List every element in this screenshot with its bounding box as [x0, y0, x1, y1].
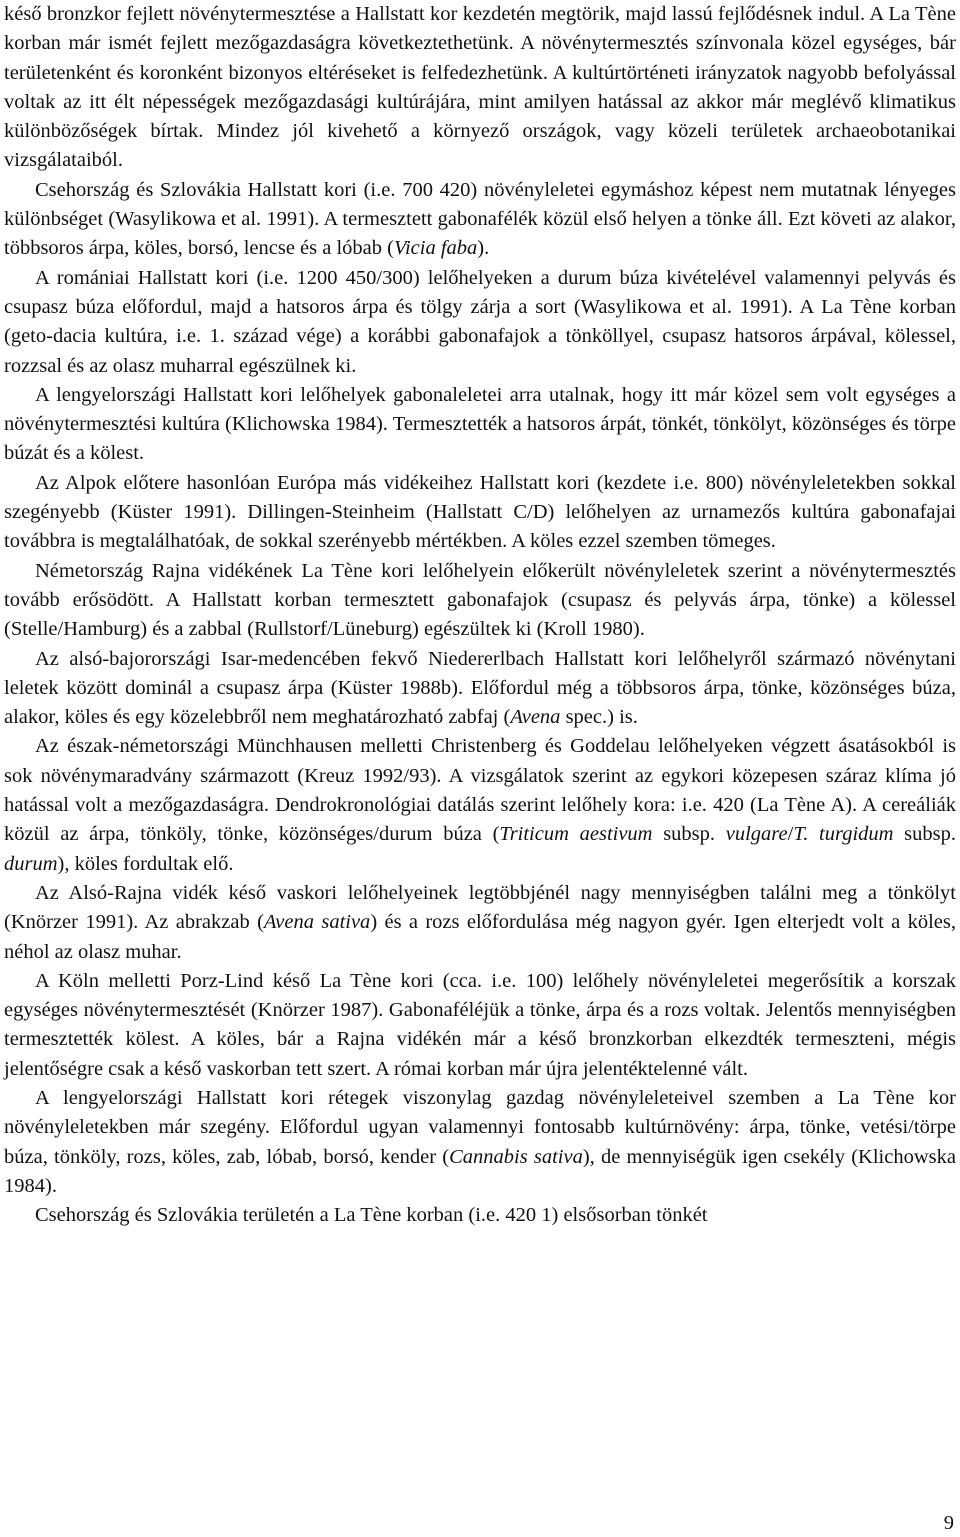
text-run: Németország Rajna vidékének La Tène kori lelőhelyein előkerült növényleletek szerint a növénytermesztés tovább erősödött. A Hallstatt korban termesztett gabonafajok (csupasz és pelyvás árpa, tönke) a kölessel (Stelle/Hamburg) és a zabbal (Rullstorf/Lüneburg) egészültek ki (Kroll 1980). — [4, 559, 956, 641]
italic-term: durum — [4, 852, 58, 875]
text-run: subsp. — [893, 823, 956, 846]
document-page — [4, 0, 956, 1230]
text-run: Az Alsó-Rajna vidék késő vaskori lelőhelyeinek legtöbbjénél nagy mennyiségben találni meg a tönkölyt (Knörzer 1991). Az abrakzab ( — [4, 881, 956, 934]
text-run: ), köles fordultak elő. — [57, 852, 234, 875]
text-run: A lengyelországi Hallstatt kori lelőhelyek gabonaleletei arra utalnak, hogy itt már közel sem volt egységes a növénytermesztési kultúra (Klichowska 1984). Termesztették a hatsoros árpát, tönkét, tönkölyt, közönséges és törpe búzát és a kölest. — [4, 383, 956, 465]
text-run: ). — [477, 237, 490, 260]
paragraph — [4, 967, 956, 1084]
paragraph — [4, 0, 956, 176]
text-run: Az Alpok előtere hasonlóan Európa más vidékeihez Hallstatt kori (kezdete i.e. 800) növényleletekben sokkal szegényebb (Küster 1991). Dillingen-Steinheim (Hallstatt C/D) lelőhelyen az urnamezős kultúra gabonafajai továbbra is megtalálhatóak, de sokkal szerényebb mértékben. A köles ezzel szemben tömeges. — [4, 471, 956, 553]
paragraph — [4, 264, 956, 381]
italic-term: Cannabis sativa — [449, 1145, 583, 1168]
paragraph — [4, 557, 956, 645]
page-number: 9 — [943, 1512, 954, 1534]
text-run: ), de mennyiségük igen csekély (Klichowska 1984). — [4, 1145, 956, 1197]
text-run: A Köln melletti Porz-Lind késő La Tène kori (cca. i.e. 100) lelőhely növényleletei megerősítik a korszak egységes növénytermesztését (Knörzer 1987). Gabonaféléjük a tönke, árpa és a rozs voltak. Jelentős mennyiségben termesztették kölest. A köles, bár a Rajna vidékén már a késő bronzkorban elkezdték termeszteni, mégis jelentőségre csak a késő vaskorban tett szert. A római korban már újra jelentéktelenné vált. — [4, 969, 956, 1080]
text-run: A lengyelországi Hallstatt kori rétegek viszonylag gazdag növényleleteivel szemben a La Tène kor növényleletekben már szegény. Előfordul ugyan valamennyi fontosabb kultúrnövény: árpa, tönke, vetési/törpe búza, tönköly, rozs, köles, zab, lóbab, borsó, kender ( — [4, 1086, 956, 1168]
paragraph — [4, 381, 956, 469]
paragraph — [4, 469, 956, 557]
italic-term: Avena sativa — [263, 911, 371, 934]
text-run: spec.) is. — [560, 706, 638, 729]
text-run: subsp. — [652, 823, 726, 846]
text-run: Az alsó-bajorországi Isar-medencében fekvő Niedererlbach Hallstatt kori lelőhelyről származó növénytani leletek között dominál a csupasz árpa (Küster 1988b). Előfordul még a többsoros árpa, tönke, közönséges búza, alakor, köles és egy közelebbről nem meghatározható zabfaj ( — [4, 647, 956, 729]
paragraph — [4, 1084, 956, 1201]
text-run: ) és a rozs előfordulása még nagyon gyér. Igen elterjedt volt a köles, néhol az olasz muhar. — [4, 911, 956, 963]
text-run: Csehország és Szlovákia területén a La Tène korban (i.e. 420 1) elsősorban tönkét — [35, 1204, 708, 1227]
italic-term: Triticum aestivum — [499, 823, 653, 846]
text-run: késő bronzkor fejlett növénytermesztése a Hallstatt kor kezdetén megtörik, majd lassú fejlődésnek indul. A La Tène korban már ismét fejlett mezőgazdaságra következtethetünk. A növénytermesztés színvonala közel egységes, bár területenként és koronként bizonyos eltéréseket is felfedezhetünk. A kultúrtörténeti irányzatok nagyobb befolyással voltak az itt élt népességek mezőgazdasági kultúrájára, mint amilyen hatással az akkor már meglévő klimatikus különbözőségek bírtak. Mindez jól kivehető a környező országok, vagy közeli területek archaeobotanikai vizsgálataiból. — [4, 3, 956, 172]
text-run: / — [787, 823, 794, 846]
italic-term: Vicia faba — [393, 237, 478, 260]
italic-term: vulgare — [725, 823, 788, 846]
paragraph — [4, 732, 956, 878]
text-run: Csehország és Szlovákia Hallstatt kori (i.e. 700 420) növényleletei egymáshoz képest nem mutatnak lényeges különbséget (Wasylikowa et al. 1991). A termesztett gabonafélék közül első helyen a tönke áll. Ezt követi az alakor, többsoros árpa, köles, borsó, lencse és a lóbab ( — [4, 178, 956, 260]
paragraph — [4, 879, 956, 967]
text-run: A romániai Hallstatt kori (i.e. 1200 450/300) lelőhelyeken a durum búza kivételével valamennyi pelyvás és csupasz búza előfordul, majd a hatsoros árpa és tölgy zárja a sort (Wasylikowa et al. 1991). A La Tène korban (geto-dacia kultúra, i.e. 1. század vége) a korábbi gabonafajok a tönköllyel, csupasz hatsoros árpával, kölessel, rozzsal és az olasz muharral egészülnek ki. — [4, 266, 956, 377]
italic-term: Avena — [510, 706, 561, 729]
paragraph — [4, 1201, 956, 1230]
paragraph — [4, 645, 956, 733]
text-run: Az észak-németországi Münchhausen melletti Christenberg és Goddelau lelőhelyeken végzett ásatásokból is sok növénymaradvány származott (Kreuz 1992/93). A vizsgálatok szerint az egykori közepesen száraz klíma jó hatással volt a mezőgazdaságra. Dendrokronológiai datálás szerint lelőhely kora: i.e. 420 (La Tène A). A cereáliák közül az árpa, tönköly, tönke, közönséges/durum búza ( — [4, 735, 956, 846]
italic-term: T. turgidum — [793, 823, 894, 846]
paragraph — [4, 176, 956, 264]
